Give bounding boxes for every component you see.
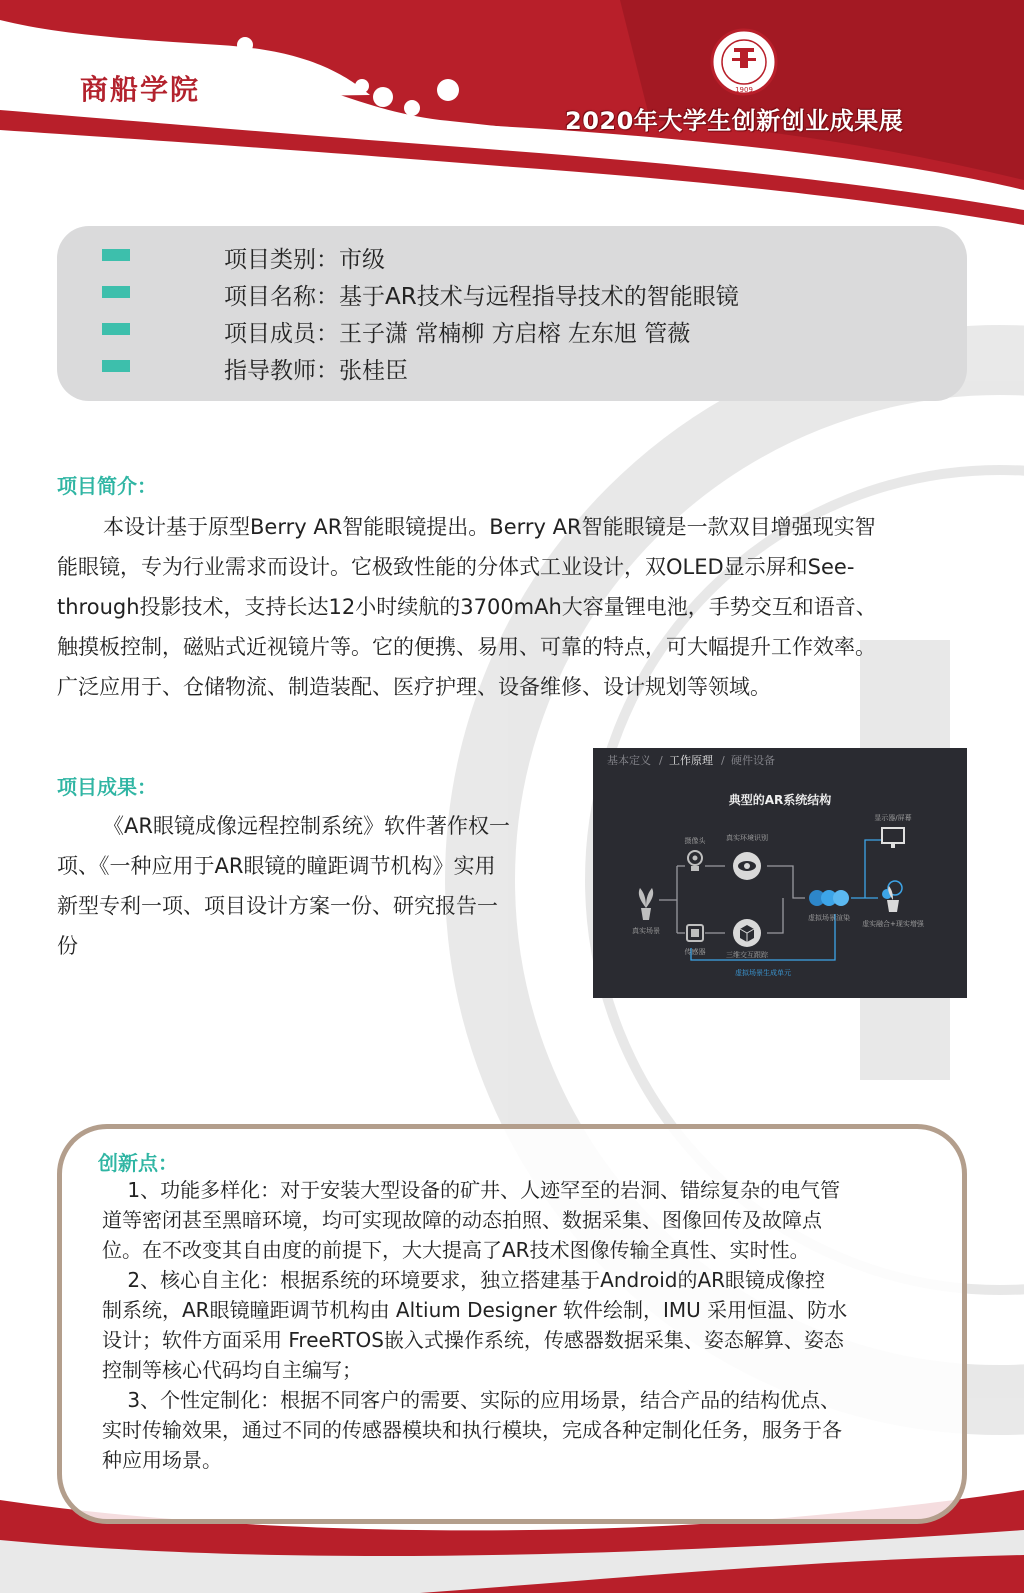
label-env-recognition: 真实环境识别 xyxy=(726,834,768,842)
bullet-marker xyxy=(102,360,130,372)
info-row-text: 指导教师：张桂臣 xyxy=(224,358,408,384)
breadcrumb-basic: 基本定义 xyxy=(607,754,651,767)
innovation-line: 制系统，AR眼镜瞳距调节机构由 Altium Designer 软件绘制，IMU 采用恒温、防水 xyxy=(102,1298,848,1322)
label-camera: 摄像头 xyxy=(684,837,706,845)
cube-icon xyxy=(733,919,761,947)
ar-system-diagram xyxy=(593,748,967,998)
intro-title: 项目简介： xyxy=(57,474,157,498)
info-row-text: 项目名称：基于AR技术与远程指导技术的智能眼镜 xyxy=(224,284,739,310)
results-line: 项、《一种应用于AR眼镜的瞳距调节机构》实用 xyxy=(57,854,496,878)
innovation-paragraph xyxy=(102,1175,932,1475)
innovation-line: 设计；软件方面采用 FreeRTOS嵌入式操作系统，传感器数据采集、姿态解算、姿态 xyxy=(102,1328,844,1352)
results-paragraph xyxy=(57,806,557,966)
innovation-line: 位。在不改变其自由度的前提下，大大提高了AR技术图像传输全真性、实时性。 xyxy=(102,1238,810,1262)
fusion-plant-icon xyxy=(882,881,902,912)
logo-year: 1909 xyxy=(735,86,753,94)
info-row-text: 项目类别：市级 xyxy=(224,247,385,273)
innovation-line: 控制等核心代码均自主编写； xyxy=(102,1358,362,1382)
results-title: 项目成果： xyxy=(57,775,157,799)
innovation-line: 种应用场景。 xyxy=(102,1448,222,1472)
innovation-line: 2、核心自主化：根据系统的环境要求，独立搭建基于Android的AR眼镜成像控 xyxy=(102,1268,826,1292)
intro-line: 能眼镜，专为行业需求而设计。它极致性能的分体式工业设计，双OLED显示屏和See- xyxy=(57,555,855,579)
results-line: 份 xyxy=(57,934,78,958)
breadcrumb-hardware: 硬件设备 xyxy=(731,754,775,767)
breadcrumb-separator: / xyxy=(659,754,663,767)
info-row-text: 项目成员：王子潇 常楠柳 方启榕 左东旭 管薇 xyxy=(224,321,691,347)
label-3d-tracking: 三维交互跟踪 xyxy=(726,951,768,959)
results-line: 新型专利一项、项目设计方案一份、研究报告一 xyxy=(57,894,498,918)
innovation-line: 3、个性定制化：根据不同客户的需要、实际的应用场景，结合产品的结构优点、 xyxy=(102,1388,841,1412)
intro-line: 广泛应用于、仓储物流、制造装配、医疗护理、设备维修、设计规划等领域。 xyxy=(57,675,771,699)
label-display: 显示器/屏幕 xyxy=(874,814,912,822)
innovation-box xyxy=(57,1124,967,1524)
label-fusion: 虚实融合+现实增强 xyxy=(862,920,924,928)
diagram-title: 典型的AR系统结构 xyxy=(728,793,832,807)
breadcrumb-principle: 工作原理 xyxy=(669,754,713,767)
project-info-box xyxy=(57,226,967,401)
intro-line: through投影技术，支持长达12小时续航的3700mAh大容量锂电池，手势交互和语音、 xyxy=(57,595,877,619)
label-virtual-render: 虚拟场景渲染 xyxy=(808,914,850,922)
label-sensor: 传感器 xyxy=(684,948,706,956)
eye-icon xyxy=(733,852,761,880)
expo-title: 2020年大学生创新创业成果展 xyxy=(565,107,904,135)
innovation-title: 创新点： xyxy=(98,1151,178,1175)
bullet-marker xyxy=(102,323,130,335)
innovation-line: 1、功能多样化：对于安装大型设备的矿井、人迹罕至的岩洞、错综复杂的电气管 xyxy=(102,1178,841,1202)
camera-icon xyxy=(688,851,702,871)
bullet-marker xyxy=(102,249,130,261)
label-generator: 虚拟场景生成单元 xyxy=(735,969,791,977)
render-circles-icon xyxy=(809,890,849,906)
sensor-icon xyxy=(687,925,703,941)
innovation-line: 实时传输效果，通过不同的传感器模块和执行模块，完成各种定制化任务，服务于各 xyxy=(102,1418,842,1442)
innovation-line: 道等密闭甚至黑暗环境，均可实现故障的动态拍照、数据采集、图像回传及故障点 xyxy=(102,1208,822,1232)
intro-line: 本设计基于原型Berry AR智能眼镜提出。Berry AR智能眼镜是一款双目增强现实智 xyxy=(103,515,876,539)
breadcrumb-separator: / xyxy=(721,754,725,767)
bullet-marker xyxy=(102,286,130,298)
intro-line: 触摸板控制，磁贴式近视镜片等。它的便携、易用、可靠的特点，可大幅提升工作效率。 xyxy=(57,635,876,659)
university-logo xyxy=(710,28,778,96)
label-real-scene: 真实场景 xyxy=(632,927,660,935)
department-name: 商船学院 xyxy=(80,73,201,106)
intro-paragraph xyxy=(57,507,957,707)
plant-icon xyxy=(639,888,653,920)
monitor-icon xyxy=(882,828,904,848)
results-line: 《AR眼镜成像远程控制系统》软件著作权一 xyxy=(103,814,510,838)
